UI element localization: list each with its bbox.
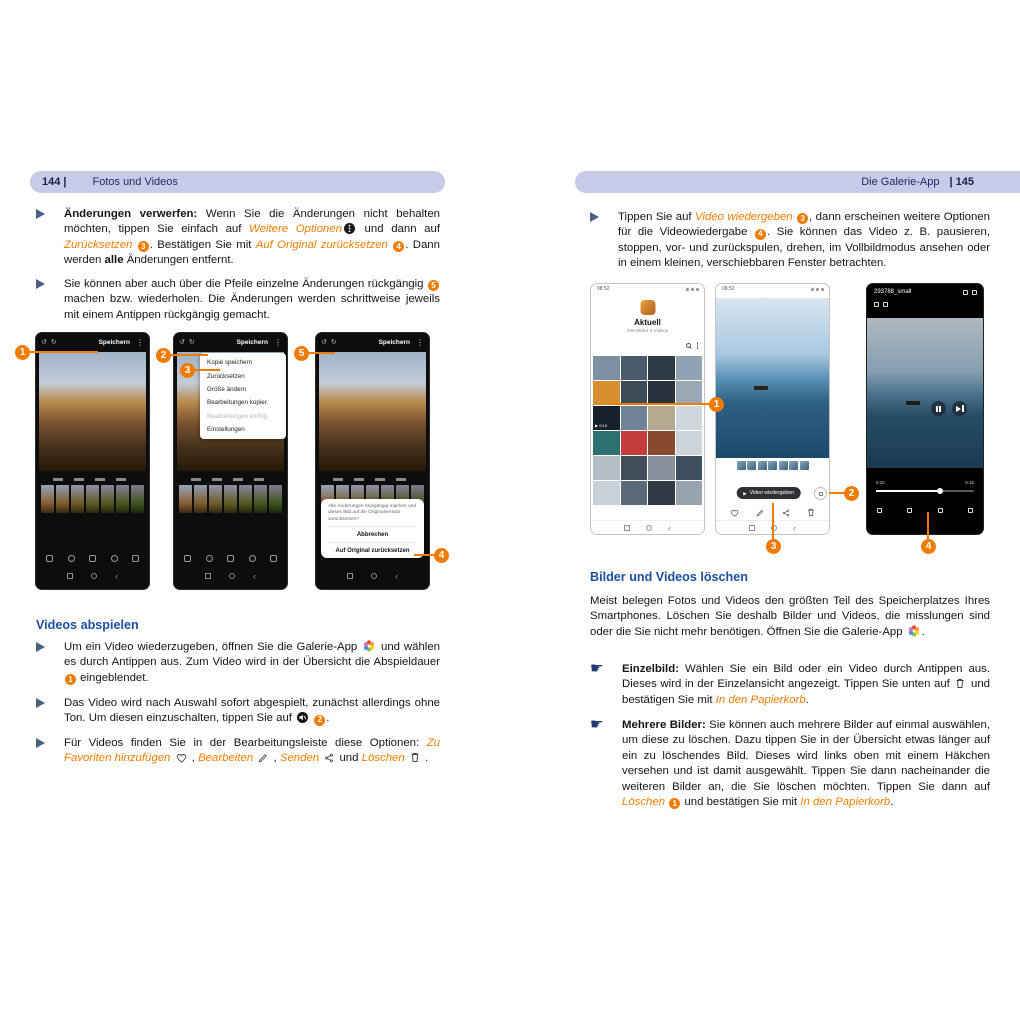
gallery-thumbnail[interactable] xyxy=(621,381,648,405)
home-icon[interactable] xyxy=(646,525,652,531)
gallery-thumbnail[interactable] xyxy=(621,431,648,455)
callout-badge: 1 xyxy=(15,345,30,360)
screenshot-video-view xyxy=(715,283,830,535)
recents-icon[interactable] xyxy=(347,573,353,579)
filter-thumbnail[interactable] xyxy=(209,485,222,513)
editor-top-bar xyxy=(36,333,149,351)
callout-line xyxy=(170,354,208,356)
gallery-thumbnail[interactable] xyxy=(648,406,675,430)
volume-icon[interactable] xyxy=(968,508,973,513)
bullet-arrow-icon xyxy=(36,209,45,219)
gallery-thumbnail[interactable] xyxy=(676,456,703,480)
callout-badge: 1 xyxy=(709,397,724,412)
callout-badge: 3 xyxy=(766,539,781,554)
share-icon xyxy=(324,753,334,763)
gallery-thumbnail[interactable] xyxy=(593,406,620,430)
paragraph-text: Änderungen verwerfen: Wenn Sie die Änderungen nicht behalten möchten, tippen Sie einfach auf Weitere Optionen und dann auf Zurücksetzen 3 . Bestätigen Sie mit Auf Original zurücksetzen 4 . Dann werden alle Änderungen entfernt. xyxy=(64,208,440,267)
album-title: Aktuell xyxy=(634,318,661,327)
section-heading-videos-abspielen: Videos abspielen xyxy=(36,618,139,632)
pencil-icon xyxy=(258,753,268,763)
section-heading-bilder-loeschen: Bilder und Videos löschen xyxy=(590,570,748,584)
delete-icon[interactable] xyxy=(807,508,815,517)
player-top-icons xyxy=(963,290,977,295)
callout-line xyxy=(308,352,335,354)
gallery-thumbnail[interactable] xyxy=(648,381,675,405)
step-number-badge: 1 xyxy=(65,674,76,685)
trash-icon xyxy=(410,752,420,763)
time-current: 0:10 xyxy=(876,480,885,485)
callout-badge: 2 xyxy=(156,348,171,363)
paragraph-text: Mehrere Bilder: Sie können auch mehrere Bilder auf einmal auswählen, um diese zu löschen. Dazu tippen Sie in der Übersicht etwas länger auf ein zu löschendes Bild. Dieses wird links oben mit einem Häkchen versehen und ist damit ausgewählt. Tippen Sie dann nacheinander die weiteren Bilder an, die Sie löschen möchten. Tippen Sie dann auf Löschen 1 und bestätigen Sie mit In den Papierkorb. xyxy=(622,719,990,809)
filter-thumbnail[interactable] xyxy=(194,485,207,513)
filter-thumbnail[interactable] xyxy=(116,485,129,513)
back-icon[interactable]: ‹ xyxy=(668,522,671,533)
effects-icon[interactable] xyxy=(249,555,256,562)
favorite-icon[interactable] xyxy=(730,509,739,517)
screenshot-gallery xyxy=(590,283,705,535)
home-icon[interactable] xyxy=(371,573,377,579)
recents-icon[interactable] xyxy=(624,525,630,531)
nav-bar[interactable] xyxy=(591,520,704,534)
status-icons xyxy=(811,288,824,291)
menu-item[interactable]: Zurücksetzen xyxy=(207,372,245,380)
left-page-number: 144 | xyxy=(42,176,67,188)
gallery-actions xyxy=(686,342,699,349)
callout-badge: 3 xyxy=(180,363,195,378)
editor-context-menu xyxy=(200,353,286,439)
editor-toolbar[interactable] xyxy=(184,555,277,562)
step-number-badge: 2 xyxy=(314,715,325,726)
callout-line xyxy=(30,351,98,353)
filter-thumbnail[interactable] xyxy=(269,485,282,513)
menu-item[interactable]: Bearbeitungen einfüg. xyxy=(207,412,269,420)
callout-line xyxy=(927,512,929,539)
video-title: 293788_small xyxy=(874,289,912,295)
pause-button[interactable] xyxy=(931,401,946,416)
popup-window-icon[interactable] xyxy=(874,302,879,307)
paragraph-text: Einzelbild: Wählen Sie ein Bild oder ein Video durch Antippen aus. Dieses wird in der Einzelansicht angezeigt. Tippen Sie unten auf und bestätigen Sie mit In den Papierkorb. xyxy=(622,663,990,706)
gallery-thumbnail[interactable] xyxy=(593,431,620,455)
filter-labels xyxy=(191,478,270,481)
filter-thumbnail[interactable] xyxy=(254,485,267,513)
paragraph-video-wiedergabe-optionen xyxy=(590,210,990,272)
filmstrip[interactable] xyxy=(730,461,815,470)
mountain-photo xyxy=(319,352,426,471)
filter-thumbnail[interactable] xyxy=(56,485,69,513)
boat xyxy=(754,386,768,390)
gallery-thumbnail[interactable] xyxy=(676,431,703,455)
gallery-thumbnail[interactable] xyxy=(593,381,620,405)
step-number-badge: 1 xyxy=(669,798,680,809)
time-total: 0:15 xyxy=(965,480,974,485)
paragraph-text: Tippen Sie auf Video wiedergeben 3 , dann erscheinen weitere Optionen für die Videowiedergabe 4 . Sie können das Video z. B. pausieren, stoppen, vor- und zurückspulen, drehen, im Vollbildmodus ansehen oder in einem kleinen, verschiebbaren Fenster betrachten. xyxy=(618,211,991,270)
undo-icon[interactable]: ↺ xyxy=(179,339,185,346)
crop-icon[interactable] xyxy=(46,555,53,562)
hand-pointer-icon: ☛ xyxy=(590,716,604,733)
undo-icon[interactable]: ↺ xyxy=(321,339,327,346)
sound-button[interactable] xyxy=(814,487,827,500)
next-button[interactable] xyxy=(952,401,967,416)
rotate-icon[interactable] xyxy=(883,302,888,307)
filter-thumbnail[interactable] xyxy=(41,485,54,513)
sound-icon xyxy=(819,492,823,496)
step-number-badge: 3 xyxy=(797,213,808,224)
bullet-arrow-icon xyxy=(36,279,45,289)
paragraph-video-ton xyxy=(36,696,440,727)
paragraph-video-wiedergeben xyxy=(36,640,440,686)
paragraph-speicherplatz: Meist belegen Fotos und Videos den größten Teil des Speicherplatzes Ihres Smartphones. Löschen Sie deshalb Bilder und Videos, die misslungen sind oder die Sie nicht mehr benötigen. Öffnen Sie die Galerie-App . xyxy=(590,595,990,638)
filter-thumbnail[interactable] xyxy=(71,485,84,513)
heart-icon xyxy=(176,753,187,763)
menu-item[interactable]: Kopie speichern xyxy=(207,359,253,367)
sound-off-icon xyxy=(297,712,308,723)
clock: 08:52 xyxy=(722,286,735,292)
callout-line xyxy=(194,369,220,371)
more-options-icon[interactable] xyxy=(697,342,699,344)
filter-thumbnail[interactable] xyxy=(239,485,252,513)
cancel-button[interactable]: Abbrechen xyxy=(328,526,417,542)
bullet-arrow-icon xyxy=(36,642,45,652)
screenshot-editor-1 xyxy=(35,332,150,590)
bullet-arrow-icon xyxy=(590,212,599,222)
decorate-icon[interactable] xyxy=(270,555,277,562)
callout-badge: 2 xyxy=(844,486,859,501)
gallery-app-icon xyxy=(363,640,375,652)
screenshot-video-player xyxy=(866,283,984,535)
subtitles-icon[interactable] xyxy=(972,290,977,295)
filter-thumbnail[interactable] xyxy=(179,485,192,513)
editor-top-bar xyxy=(174,333,287,351)
gallery-thumbnail[interactable] xyxy=(676,481,703,505)
right-page-number: | 145 xyxy=(949,176,974,188)
play-icon: ▶ xyxy=(743,490,747,496)
redo-icon[interactable]: ↻ xyxy=(330,339,337,346)
paragraph-aenderungen-verwerfen xyxy=(36,207,440,269)
filter-labels xyxy=(333,478,412,481)
editor-toolbar[interactable] xyxy=(46,555,139,562)
video-play-button[interactable] xyxy=(736,487,801,499)
more-options-icon[interactable]: ⋮ xyxy=(274,337,282,347)
filter-thumbnail[interactable] xyxy=(101,485,114,513)
home-icon[interactable] xyxy=(229,573,235,579)
paragraph-pfeile-rueckgaengig xyxy=(36,277,440,323)
paragraph-text: Sie können aber auch über die Pfeile einzelne Änderungen rückgängig 5 machen bzw. wiederholen. Die Änderungen werden schrittweise jeweils mit einem Antippen rückgängig gemacht. xyxy=(64,278,440,321)
filter-labels xyxy=(53,478,132,481)
save-button[interactable]: Speichern xyxy=(378,338,410,346)
paragraph-einzelbild xyxy=(590,662,990,708)
capture-icon[interactable] xyxy=(907,508,912,513)
gallery-thumbnail[interactable] xyxy=(648,481,675,505)
reset-original-button[interactable]: Auf Original zurücksetzen xyxy=(328,542,417,558)
progress-handle[interactable] xyxy=(937,488,943,494)
player-controls xyxy=(931,401,967,416)
decorate-icon[interactable] xyxy=(132,555,139,562)
edit-icon[interactable] xyxy=(756,509,764,517)
filter-icon[interactable] xyxy=(68,555,75,562)
redo-icon[interactable]: ↻ xyxy=(188,339,195,346)
filter-thumbnail[interactable] xyxy=(86,485,99,513)
mountain-photo xyxy=(39,352,146,471)
step-number-badge: 5 xyxy=(428,280,439,291)
undo-icon[interactable]: ↺ xyxy=(41,339,47,346)
paragraph-text: Das Video wird nach Auswahl sofort abgespielt, zunächst allerdings ohne Ton. Um diesen einzuschalten, tippen Sie auf 2 . xyxy=(64,697,440,725)
filter-strip[interactable] xyxy=(178,485,283,513)
share-icon[interactable] xyxy=(782,509,790,517)
boat-photo xyxy=(716,298,829,458)
player-top-bar xyxy=(874,289,977,295)
album-cover[interactable] xyxy=(640,300,655,315)
status-bar xyxy=(722,286,824,292)
gallery-thumbnail[interactable] xyxy=(593,481,620,505)
nav-bar[interactable] xyxy=(316,573,429,579)
gallery-thumbnail[interactable] xyxy=(648,431,675,455)
more-vert-icon xyxy=(344,223,355,234)
gallery-thumbnail[interactable] xyxy=(621,481,648,505)
video-play-label: Video wiedergeben xyxy=(749,490,795,496)
effects-icon[interactable] xyxy=(111,555,118,562)
paragraph-video-optionen xyxy=(36,736,440,767)
player-sub-icons xyxy=(874,302,888,307)
clock: 08:52 xyxy=(597,286,610,292)
filter-icon[interactable] xyxy=(206,555,213,562)
nav-bar[interactable] xyxy=(174,573,287,579)
gallery-thumbnail[interactable] xyxy=(676,406,703,430)
gallery-thumbnail[interactable] xyxy=(593,356,620,380)
callout-badge: 4 xyxy=(434,548,449,563)
filter-strip[interactable] xyxy=(40,485,145,513)
gallery-grid xyxy=(593,356,702,505)
callout-badge: 4 xyxy=(921,539,936,554)
menu-item[interactable]: Einstellungen xyxy=(207,426,245,434)
progress-bar[interactable] xyxy=(876,490,974,492)
gallery-app-icon xyxy=(908,625,920,637)
album-subtitle: 338 Bilder 3 Videos xyxy=(626,329,669,334)
adjust-icon[interactable] xyxy=(89,555,96,562)
step-number-badge: 3 xyxy=(138,241,149,252)
callout-line xyxy=(772,503,774,539)
hand-pointer-icon: ☛ xyxy=(590,660,604,677)
nav-bar[interactable] xyxy=(36,573,149,579)
status-icons xyxy=(686,288,699,291)
trash-icon xyxy=(955,678,965,689)
player-bottom-bar xyxy=(877,508,973,513)
recents-icon[interactable] xyxy=(205,573,211,579)
home-icon[interactable] xyxy=(91,573,97,579)
editor-top-bar xyxy=(316,333,429,351)
save-button[interactable]: Speichern xyxy=(98,338,130,346)
callout-line xyxy=(414,554,436,556)
status-bar xyxy=(597,286,699,292)
video-frame xyxy=(867,318,983,468)
search-icon[interactable] xyxy=(686,343,691,348)
crop-icon[interactable] xyxy=(184,555,191,562)
lock-icon[interactable] xyxy=(877,508,882,513)
video-duration-badge: ▶ 0:15 xyxy=(595,423,607,428)
more-options-icon[interactable]: ⋮ xyxy=(416,337,424,347)
fullscreen-icon[interactable] xyxy=(938,508,943,513)
bullet-arrow-icon xyxy=(36,698,45,708)
more-options-icon[interactable]: ⋮ xyxy=(136,337,144,347)
filter-thumbnail[interactable] xyxy=(131,485,144,513)
back-icon[interactable]: ‹ xyxy=(395,571,398,581)
right-page-header xyxy=(575,171,1020,193)
gallery-thumbnail[interactable] xyxy=(676,381,703,405)
player-times xyxy=(876,480,974,485)
gallery-thumbnail[interactable] xyxy=(593,456,620,480)
cast-icon[interactable] xyxy=(963,290,968,295)
bullet-arrow-icon xyxy=(36,738,45,748)
back-icon[interactable]: ‹ xyxy=(115,571,118,581)
dialog-text: Alle Änderungen rückgängig machen und dieses Bild auf die Originalversion zurücksetzen? xyxy=(328,504,417,522)
recents-icon[interactable] xyxy=(749,525,755,531)
left-page-header xyxy=(30,171,445,193)
gallery-thumbnail[interactable] xyxy=(676,356,703,380)
boat xyxy=(906,401,920,405)
gallery-thumbnail[interactable] xyxy=(621,406,648,430)
paragraph-text: Um ein Video wiederzugeben, öffnen Sie die Galerie-App und wählen es durch Antippen aus. Zum Video wird in der Übersicht die Abspieldauer 1 eingeblendet. xyxy=(64,641,440,684)
callout-badge: 5 xyxy=(294,346,309,361)
paragraph-mehrere-bilder xyxy=(590,718,990,810)
menu-item[interactable]: Bearbeitungen kopier. xyxy=(207,399,269,407)
reset-confirm-dialog xyxy=(321,499,424,558)
gallery-thumbnail[interactable] xyxy=(621,456,648,480)
gallery-thumbnail[interactable] xyxy=(621,356,648,380)
gallery-thumbnail[interactable] xyxy=(648,356,675,380)
callout-line xyxy=(610,403,709,405)
menu-item[interactable]: Größe ändern xyxy=(207,385,247,393)
save-button[interactable]: Speichern xyxy=(236,338,268,346)
filter-thumbnail[interactable] xyxy=(224,485,237,513)
back-icon[interactable]: ‹ xyxy=(253,571,256,581)
step-number-badge: 4 xyxy=(393,241,404,252)
recents-icon[interactable] xyxy=(67,573,73,579)
gallery-thumbnail[interactable] xyxy=(648,456,675,480)
screenshot-editor-3 xyxy=(315,332,430,590)
left-page-title: Fotos und Videos xyxy=(92,176,178,188)
adjust-icon[interactable] xyxy=(227,555,234,562)
step-number-badge: 4 xyxy=(755,229,766,240)
back-icon[interactable]: ‹ xyxy=(793,522,796,533)
redo-icon[interactable]: ↻ xyxy=(50,339,57,346)
paragraph-text: Für Videos finden Sie in der Bearbeitungsleiste diese Optionen: Zu Favoriten hinzufügen , Bearbeiten , Senden und Löschen . xyxy=(64,737,440,765)
right-page-title: Die Galerie-App xyxy=(861,176,940,188)
